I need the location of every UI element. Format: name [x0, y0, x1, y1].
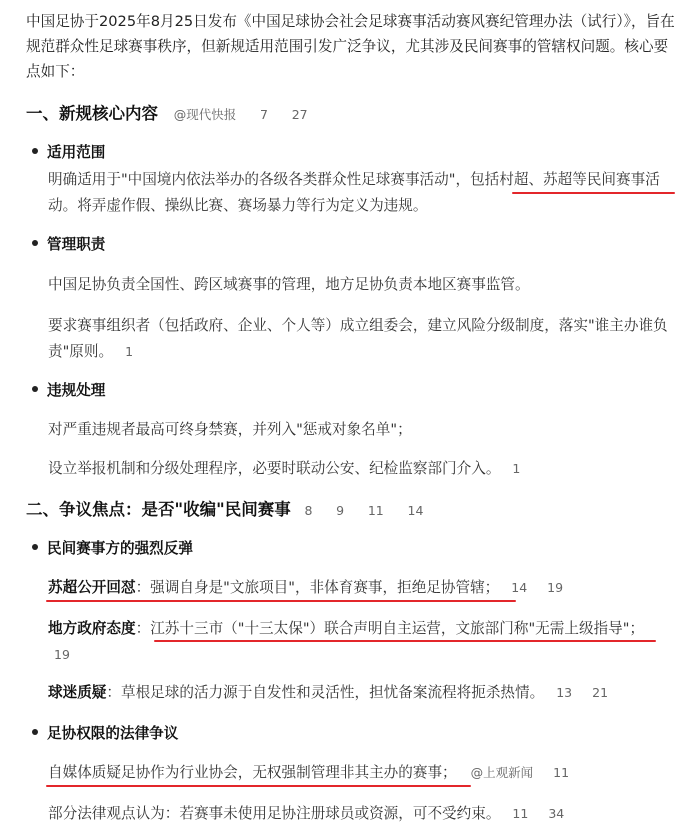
underline-gov — [154, 640, 656, 642]
bullet-penalty — [32, 380, 105, 402]
section2-ref-1[interactable]: 8 — [304, 503, 313, 518]
gov-sep: ： — [135, 620, 151, 637]
suchao-paragraph — [48, 575, 688, 601]
underline-suchao — [46, 600, 516, 602]
suchao-text: ：强调自身是"文旅项目"，非体育赛事，拒绝足协管辖； — [135, 579, 500, 596]
legal-text-2: 部分法律观点认为：若赛事未使用足协注册球员或资源，可不受约束。 — [48, 805, 501, 822]
gov-end: ； — [629, 620, 645, 637]
suchao-label: 苏超公开回怼 — [48, 579, 136, 596]
section1-ref-2[interactable]: 27 — [291, 107, 308, 122]
underline-legal — [46, 785, 471, 787]
duty-title: 管理职责 — [47, 236, 106, 253]
scope-text-b: 包括村超、苏超等民间赛事 — [470, 171, 646, 188]
penalty-ref[interactable]: 1 — [512, 461, 521, 476]
section1-heading — [26, 102, 308, 127]
bullet-dot-icon — [32, 240, 38, 246]
fans-label: 球迷质疑 — [48, 684, 107, 701]
bullet-dot-icon — [32, 729, 38, 735]
section1-title: 一、新规核心内容 — [26, 104, 158, 123]
scope-highlight — [470, 171, 645, 188]
underline-scope — [512, 192, 675, 194]
scope-text-a: 明确适用于"中国境内依法举办的各级各类群众性足球赛事活动"， — [48, 171, 471, 188]
fans-ref-2[interactable]: 21 — [592, 685, 609, 700]
section2-title: 二、争议焦点：是否"收编"民间赛事 — [26, 500, 291, 519]
section2-ref-3[interactable]: 11 — [367, 503, 384, 518]
duty-paragraph-1: 中国足协负责全国性、跨区域赛事的管理，地方足协负责本地区赛事监管。 — [48, 276, 530, 293]
fade-overlay — [575, 776, 695, 816]
bullet-duty — [32, 234, 105, 256]
duty-ref[interactable]: 1 — [125, 344, 134, 359]
penalty-text-2: 设立举报机制和分级处理程序，必要时联动公安、纪检监察部门介入。 — [48, 460, 501, 477]
scope-title: 适用范围 — [47, 144, 106, 161]
bullet-dot-icon — [32, 148, 38, 154]
section2-heading — [26, 498, 423, 523]
suchao-ref-1[interactable]: 14 — [511, 580, 528, 595]
duty-paragraph-2 — [48, 313, 688, 365]
fans-paragraph — [48, 680, 688, 706]
legal-ref[interactable]: 11 — [553, 765, 570, 780]
gov-label: 地方政府态度 — [48, 620, 136, 637]
section2-ref-2[interactable]: 9 — [336, 503, 345, 518]
section1-source-link[interactable]: @现代快报 — [173, 107, 237, 122]
bullet-legal — [32, 723, 178, 745]
penalty-paragraph-1: 对严重违规者最高可终身禁赛，并列入"惩戒对象名单"； — [48, 421, 412, 438]
gov-text: 江苏十三市（"十三太保"）联合声明自主运营，文旅部门称"无需上级指导" — [150, 620, 630, 637]
bullet-dot-icon — [32, 386, 38, 392]
section1-ref-1[interactable]: 7 — [260, 107, 268, 122]
legal-source-link[interactable]: @上观新闻 — [470, 765, 534, 780]
gov-ref[interactable]: 19 — [54, 647, 70, 662]
gov-paragraph — [48, 616, 688, 668]
legal-title: 足协权限的法律争议 — [47, 725, 179, 742]
fans-ref-1[interactable]: 13 — [556, 685, 573, 700]
bullet-dot-icon — [32, 544, 38, 550]
legal2-ref-2[interactable]: 34 — [548, 806, 565, 821]
duty-text-2: 要求赛事组织者（包括政府、企业、个人等）成立组委会，建立风险分级制度，落实"谁主办谁负责"原则。 — [48, 317, 668, 360]
penalty-title: 违规处理 — [47, 382, 106, 399]
intro-paragraph: 中国足协于2025年8月25日发布《中国足球协会社会足球赛事活动赛风赛纪管理办法（试行）》，旨在规范群众性足球赛事秩序，但新规适用范围引发广泛争议，尤其涉及民间赛事的管辖权问题。核心要点如下： — [26, 13, 675, 80]
bullet-backlash — [32, 538, 193, 560]
section2-ref-4[interactable]: 14 — [407, 503, 424, 518]
legal-text-1: 自媒体质疑足协作为行业协会，无权强制管理非其主办的赛事； — [48, 764, 457, 781]
penalty-paragraph-2 — [48, 456, 688, 482]
suchao-ref-2[interactable]: 19 — [547, 580, 564, 595]
fans-text: ：草根足球的活力源于自发性和灵活性，担忧备案流程将扼杀热情。 — [106, 684, 545, 701]
scope-text-c: 活动。将弄虚作假、操纵比赛、赛场暴力等行为定义为违规。 — [48, 171, 660, 214]
bullet-scope — [32, 142, 105, 164]
backlash-title: 民间赛事方的强烈反弹 — [47, 540, 193, 557]
legal2-ref-1[interactable]: 11 — [512, 806, 529, 821]
